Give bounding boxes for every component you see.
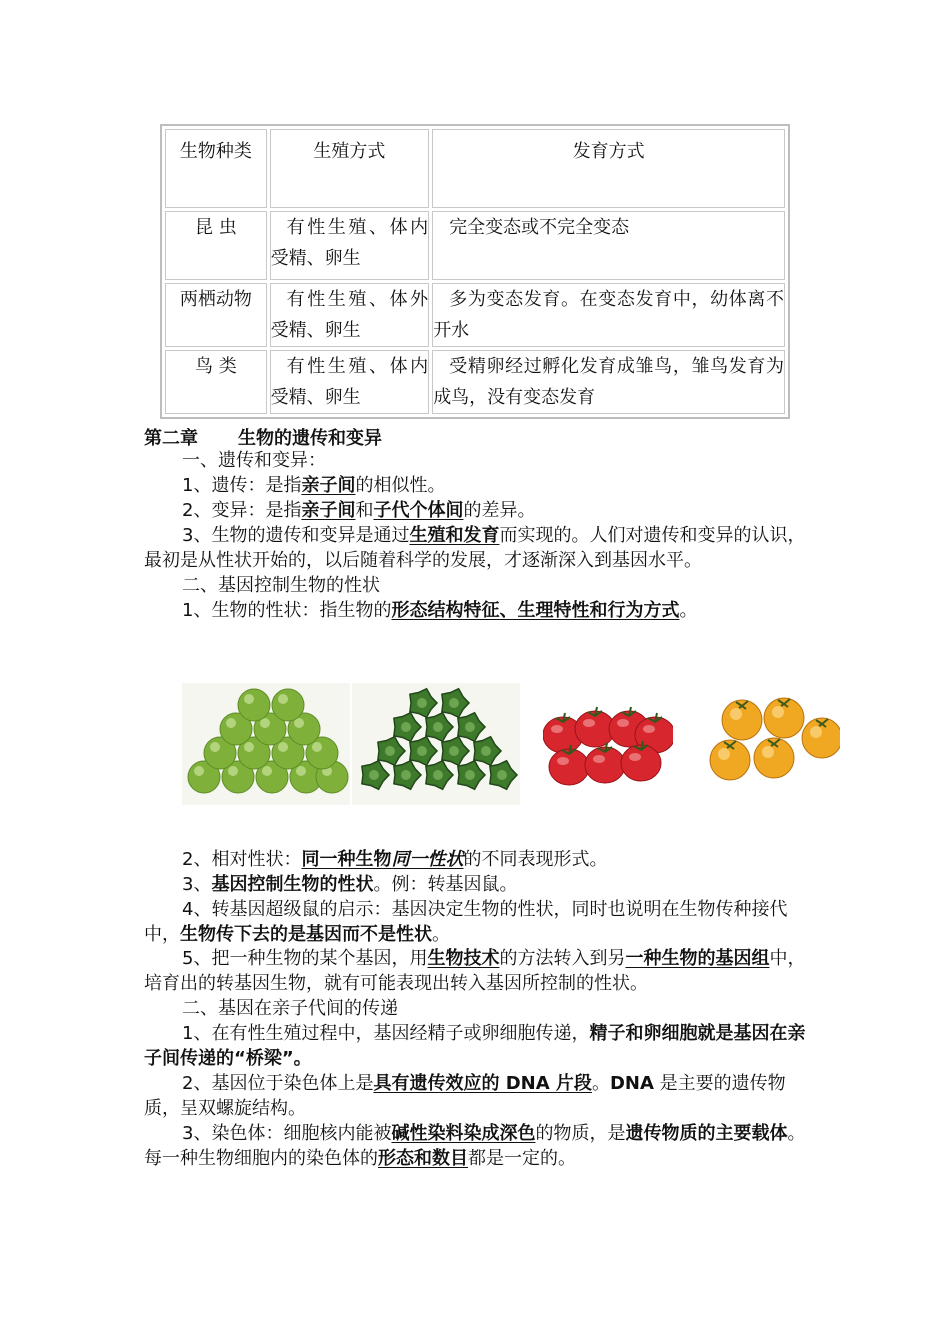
smooth-pea — [238, 689, 270, 721]
cell-kind: 两栖动物 — [165, 283, 267, 347]
chapter-number: 第二章 — [144, 428, 198, 449]
section1-heading: 一、遗传和变异： — [182, 450, 326, 471]
cell-reproduction: 有性生殖、体内受精、卵生 — [270, 211, 430, 280]
chapter-heading — [144, 424, 382, 450]
paragraph: 1、遗传：是指亲子间的相似性。 — [182, 475, 446, 496]
chapter-title: 生物的遗传和变异 — [238, 428, 382, 449]
paragraph: 1、生物的性状：指生物的形态结构特征、生理特性和行为方式。 — [182, 600, 698, 621]
paragraph: 3、染色体：细胞核内能被碱性染料染成深色的物质，是遗传物质的主要载体。每一种生物细胞内的染色体的形态和数目都是一定的。 — [144, 1123, 806, 1169]
paragraph: 2、相对性状：同一种生物同一性状的不同表现形式。 — [182, 849, 608, 870]
cell-development: 受精卵经过孵化发育成雏鸟，雏鸟发育为成鸟，没有变态发育 — [432, 350, 785, 414]
table-row — [165, 211, 785, 280]
paragraph: 3、生物的遗传和变异是通过生殖和发育而实现的。人们对遗传和变异的认识，最初是从性状开始的，以后随着科学的发展，才逐渐深入到基因水平。 — [144, 525, 806, 571]
smooth-pea — [272, 689, 304, 721]
red-tomatoes-image — [543, 695, 673, 795]
paragraph: 2、基因位于染色体上是具有遗传效应的 DNA 片段。DNA 是主要的遗传物质，呈双螺旋结构。 — [144, 1073, 786, 1119]
table-row — [165, 350, 785, 414]
smooth-peas-image — [182, 683, 350, 805]
cell-reproduction: 有性生殖、体外受精、卵生 — [270, 283, 430, 347]
paragraph: 3、基因控制生物的性状。例：转基因鼠。 — [182, 874, 518, 895]
header-development: 发育方式 — [432, 129, 785, 208]
cell-development: 完全变态或不完全变态 — [432, 211, 785, 280]
reproduction-table — [160, 124, 790, 419]
table-row — [165, 283, 785, 347]
cell-kind: 昆 虫 — [165, 211, 267, 280]
section3-heading: 二、基因在亲子代间的传递 — [182, 998, 398, 1019]
cell-development: 多为变态发育。在变态发育中，幼体离不开水 — [432, 283, 785, 347]
header-reproduction: 生殖方式 — [270, 129, 430, 208]
paragraph: 2、变异：是指亲子间和子代个体间的差异。 — [182, 500, 536, 521]
yellow-tomatoes-image — [702, 690, 840, 798]
paragraph: 1、在有性生殖过程中，基因经精子或卵细胞传递，精子和卵细胞就是基因在亲子间传递的“桥梁”。 — [144, 1023, 806, 1069]
table-header-row — [165, 129, 785, 208]
paragraph: 4、转基因超级鼠的启示：基因决定生物的性状，同时也说明在生物传种接代中，生物传下去的是基因而不是性状。 — [144, 899, 788, 945]
paragraph: 5、把一种生物的某个基因，用生物技术的方法转入到另一种生物的基因组中，培育出的转基因生物，就有可能表现出转入基因所控制的性状。 — [144, 948, 806, 994]
section2-heading: 二、基因控制生物的性状 — [182, 575, 380, 596]
cell-kind: 鸟 类 — [165, 350, 267, 414]
cell-reproduction: 有性生殖、体内受精、卵生 — [270, 350, 430, 414]
header-kind: 生物种类 — [165, 129, 267, 208]
wrinkled-peas-image — [352, 683, 520, 805]
